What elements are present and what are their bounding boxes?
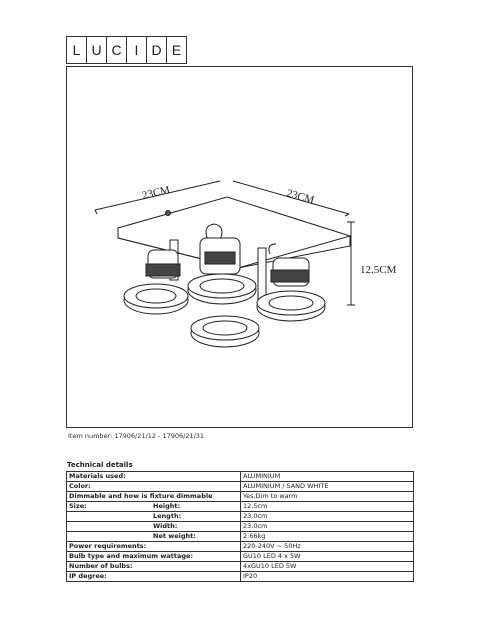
table-row: [67, 552, 414, 562]
logo-letter: I: [127, 37, 147, 63]
spotlight-right: [257, 258, 325, 321]
spec-value: ALUMINIUM / SAND WHITE: [241, 482, 414, 492]
spec-label: [67, 502, 241, 512]
technical-details-table: [66, 471, 414, 582]
spec-group-label: Size:: [69, 502, 87, 510]
spec-label: [67, 512, 241, 522]
spec-value: GU10 LED 4 x 5W: [241, 552, 414, 562]
table-row: [67, 492, 414, 502]
spec-sublabel: Height:: [153, 502, 181, 510]
table-row: [67, 532, 414, 542]
spec-value: ALUMINIUM: [241, 472, 414, 482]
spec-value: 2.66kg: [241, 532, 414, 542]
table-row: [67, 502, 414, 512]
dimension-label-width: 23CM: [140, 183, 172, 202]
spec-sublabel: Width:: [153, 522, 178, 530]
table-row: [67, 522, 414, 532]
table-row: [67, 572, 414, 582]
spec-sublabel: Net weight:: [153, 532, 196, 540]
logo-letter: L: [67, 37, 87, 63]
logo-letter: E: [171, 42, 182, 58]
table-row: [67, 472, 414, 482]
table-row: [67, 562, 414, 572]
spec-label: IP degree:: [67, 572, 241, 582]
spec-label: Color:: [67, 482, 241, 492]
table-row: [67, 512, 414, 522]
spotlight-front: [191, 316, 259, 347]
spec-value: 23.0cm: [241, 522, 414, 532]
spec-sublabel: Length:: [153, 512, 182, 520]
spec-label: Power requirements:: [67, 542, 241, 552]
logo-letter: C: [107, 37, 127, 63]
technical-details-heading: Technical details: [67, 461, 133, 469]
spec-value: Yes,Dim to warm: [241, 492, 414, 502]
dimension-label-height: 12.5CM: [360, 264, 397, 276]
spec-label: Materials used:: [67, 472, 241, 482]
dimension-label-depth: 23CM: [285, 187, 316, 207]
logo-letter: D: [147, 37, 167, 63]
table-row: [67, 482, 414, 492]
table-row: [67, 542, 414, 552]
logo-letter: U: [87, 37, 107, 63]
spec-value: 4xGU10 LED 5W: [241, 562, 414, 572]
spec-value: 23.0cm: [241, 512, 414, 522]
plate-screw: [166, 211, 171, 216]
item-number: Item number: 17906/21/12 - 17906/21/31: [68, 432, 205, 440]
spec-label: [67, 532, 241, 542]
spec-value: 220-240V ~ 50Hz: [241, 542, 414, 552]
spotlight-left: [124, 250, 188, 314]
spec-label: Dimmable and how is fixture dimmable: [67, 492, 241, 502]
spec-label: [67, 522, 241, 532]
spec-value: 12.5cm: [241, 502, 414, 512]
spec-label: Number of bulbs:: [67, 562, 241, 572]
spec-label: Bulb type and maximum wattage:: [67, 552, 241, 562]
spec-value: IP20: [241, 572, 414, 582]
